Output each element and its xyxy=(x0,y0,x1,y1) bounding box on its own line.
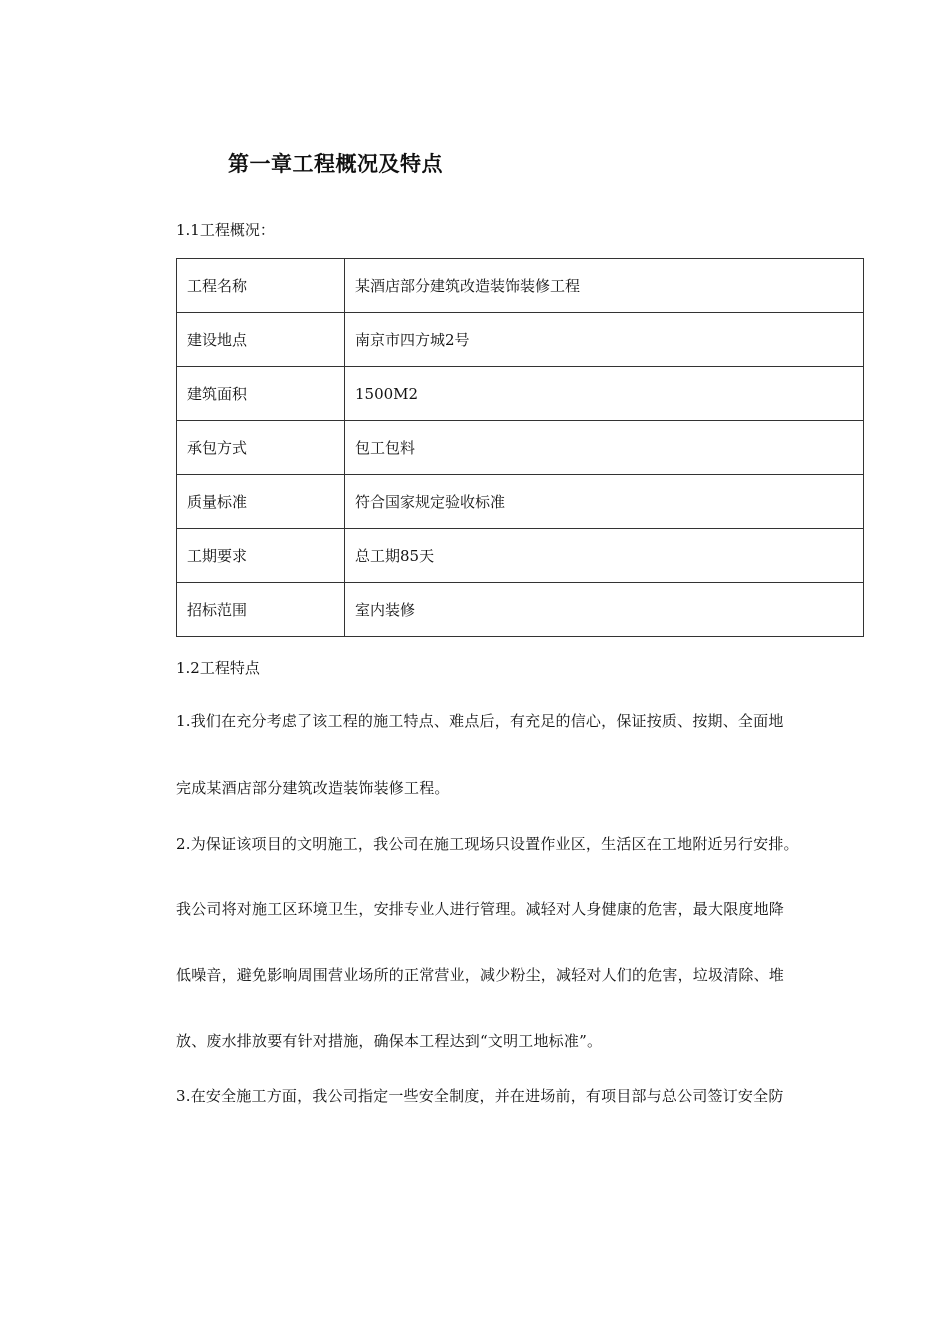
paragraph-line: 1.我们在充分考虑了该工程的施工特点、难点后，有充足的信心，保证按质、按期、全面地 xyxy=(176,712,784,730)
section-heading-overview: 1.1工程概况： xyxy=(176,221,275,239)
table-row xyxy=(177,529,864,583)
row-value: 符合国家规定验收标准 xyxy=(345,475,864,529)
row-label: 质量标准 xyxy=(177,475,345,529)
paragraph-line: 我公司将对施工区环境卫生，安排专业人进行管理。减轻对人身健康的危害，最大限度地降 xyxy=(176,900,785,918)
row-label: 工程名称 xyxy=(177,259,345,313)
chapter-title: 第一章工程概况及特点 xyxy=(228,152,443,176)
section-heading-features: 1.2工程特点 xyxy=(176,659,260,677)
row-label: 工期要求 xyxy=(177,529,345,583)
project-overview-table xyxy=(176,258,864,637)
row-value: 室内装修 xyxy=(345,583,864,637)
row-value: 南京市四方城2号 xyxy=(345,313,864,367)
row-label: 招标范围 xyxy=(177,583,345,637)
paragraph-line: 放、废水排放要有针对措施，确保本工程达到“文明工地标准”。 xyxy=(176,1032,603,1050)
paragraph-line: 低噪音，避免影响周围营业场所的正常营业，减少粉尘，减轻对人们的危害，垃圾清除、堆 xyxy=(176,966,785,984)
row-value: 总工期85天 xyxy=(345,529,864,583)
table-row xyxy=(177,583,864,637)
table-row xyxy=(177,259,864,313)
row-label: 建筑面积 xyxy=(177,367,345,421)
paragraph-line: 完成某酒店部分建筑改造装饰装修工程。 xyxy=(176,779,450,797)
row-value: 某酒店部分建筑改造装饰装修工程 xyxy=(345,259,864,313)
table-row xyxy=(177,313,864,367)
paragraph-line: 3.在安全施工方面，我公司指定一些安全制度，并在进场前，有项目部与总公司签订安全防 xyxy=(176,1087,784,1105)
row-value: 1500M2 xyxy=(345,367,864,421)
table-row xyxy=(177,367,864,421)
table-row xyxy=(177,475,864,529)
row-label: 承包方式 xyxy=(177,421,345,475)
row-label: 建设地点 xyxy=(177,313,345,367)
table-row xyxy=(177,421,864,475)
row-value: 包工包料 xyxy=(345,421,864,475)
paragraph-line: 2.为保证该项目的文明施工，我公司在施工现场只设置作业区，生活区在工地附近另行安排。 xyxy=(176,835,799,853)
